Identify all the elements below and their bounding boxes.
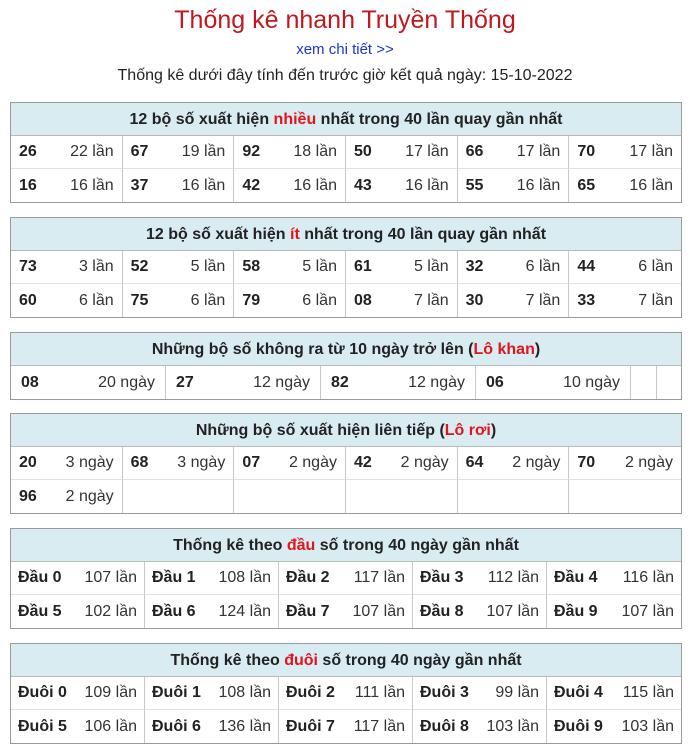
heading-text: Những bộ số không ra từ 10 ngày trở lên ( xyxy=(151,341,474,358)
stat-number: 67 xyxy=(130,143,149,160)
stat-number: Đầu 3 xyxy=(420,569,464,586)
stat-cell xyxy=(11,251,123,284)
heading-highlight: Lô khan xyxy=(473,341,535,358)
stat-number: 42 xyxy=(242,176,261,194)
heading-text: Thống kê theo xyxy=(170,652,285,669)
stat-count: 16 lần xyxy=(405,176,449,194)
stat-number: Đuôi 4 xyxy=(554,684,603,701)
stat-cell xyxy=(346,284,458,317)
stat-cell xyxy=(413,595,547,628)
least-frequent-heading xyxy=(11,218,681,251)
stat-cell xyxy=(123,284,235,317)
stat-number: 30 xyxy=(465,291,484,309)
most-frequent-panel xyxy=(10,102,682,203)
stat-count: 107 lần xyxy=(352,602,405,620)
stat-cell xyxy=(166,366,321,399)
stat-cell xyxy=(279,710,413,743)
stat-cell xyxy=(123,136,235,169)
stat-count: 7 lần xyxy=(638,291,673,309)
stat-count: 103 lần xyxy=(621,717,674,735)
stat-number: 70 xyxy=(577,454,596,471)
stat-number: 58 xyxy=(242,258,261,275)
stat-number: 66 xyxy=(465,143,484,160)
stat-count: 103 lần xyxy=(486,717,539,735)
stat-number: 96 xyxy=(19,487,37,505)
empty-cell xyxy=(458,480,570,513)
stat-cell xyxy=(123,251,235,284)
stat-number: 64 xyxy=(465,454,484,471)
lo-roi-panel xyxy=(10,413,682,514)
heading-text: nhất trong 40 lần quay gần nhất xyxy=(316,111,563,128)
stat-count: 109 lần xyxy=(84,684,137,701)
stat-number: Đầu 8 xyxy=(420,602,464,620)
stat-cell xyxy=(145,595,279,628)
stat-cell xyxy=(458,447,570,480)
stat-count: 17 lần xyxy=(405,143,449,160)
heading-text: 12 bộ số xuất hiện xyxy=(145,226,290,243)
stat-cell xyxy=(145,710,279,743)
lo-roi-heading xyxy=(11,414,681,447)
stat-cell xyxy=(11,136,123,169)
stat-cell xyxy=(11,562,145,595)
stat-number: Đuôi 9 xyxy=(554,717,603,735)
heading-highlight: nhiều xyxy=(273,111,317,128)
stat-number: Đuôi 2 xyxy=(286,684,335,701)
stat-cell xyxy=(234,284,346,317)
stat-cell xyxy=(11,366,166,399)
detail-link[interactable]: xem chi tiết >> xyxy=(296,41,394,58)
stat-number: 42 xyxy=(353,454,372,471)
stat-number: Đầu 0 xyxy=(18,569,62,586)
stat-number: 55 xyxy=(465,176,484,194)
stat-cell xyxy=(11,447,123,480)
stat-count: 2 ngày xyxy=(288,454,337,471)
stat-number: Đuôi 7 xyxy=(286,717,335,735)
lo-khan-panel xyxy=(10,332,682,400)
stat-cell xyxy=(11,677,145,710)
stat-count: 10 ngày xyxy=(563,373,620,391)
stat-cell xyxy=(234,251,346,284)
stat-cell xyxy=(145,562,279,595)
lo-roi-grid xyxy=(11,447,681,513)
stat-count: 16 lần xyxy=(629,176,673,194)
stat-count: 20 ngày xyxy=(98,373,155,391)
empty-cell xyxy=(346,480,458,513)
duoi-grid xyxy=(11,677,681,743)
stat-count: 12 ngày xyxy=(408,373,465,391)
stat-number: 79 xyxy=(242,291,261,309)
stat-count: 136 lần xyxy=(218,717,271,735)
least-frequent-grid xyxy=(11,251,681,317)
stat-cell xyxy=(547,710,681,743)
stat-cell xyxy=(458,284,570,317)
heading-text: Những bộ số xuất hiện liên tiếp ( xyxy=(195,422,445,439)
stat-count: 6 lần xyxy=(525,258,561,275)
stat-number: 16 xyxy=(19,176,37,194)
stat-count: 107 lần xyxy=(486,602,539,620)
stat-number: 32 xyxy=(465,258,484,275)
heading-highlight: đầu xyxy=(286,537,316,554)
stat-cell xyxy=(346,136,458,169)
stat-count: 7 lần xyxy=(525,291,561,309)
stat-count: 108 lần xyxy=(218,684,271,701)
stat-number: Đầu 6 xyxy=(152,602,196,620)
stat-count: 2 ngày xyxy=(512,454,561,471)
empty-cell xyxy=(631,366,657,399)
stat-count: 102 lần xyxy=(84,602,137,620)
stat-number: Đuôi 6 xyxy=(152,717,201,735)
stat-cell xyxy=(569,169,681,202)
stat-count: 16 lần xyxy=(516,176,561,194)
stat-number: 08 xyxy=(21,373,39,391)
stat-count: 7 lần xyxy=(413,291,449,309)
stat-count: 115 lần xyxy=(622,684,674,701)
dau-heading xyxy=(11,529,681,562)
stat-count: 18 lần xyxy=(293,143,337,160)
stat-count: 107 lần xyxy=(84,569,137,586)
stat-cell xyxy=(569,136,681,169)
heading-text: Thống kê theo xyxy=(173,537,287,554)
stat-number: 60 xyxy=(19,291,37,309)
stat-cell xyxy=(234,447,346,480)
stat-number: Đuôi 0 xyxy=(18,684,67,701)
stat-cell xyxy=(234,136,346,169)
empty-cell xyxy=(234,480,346,513)
empty-cell xyxy=(657,366,683,399)
heading-text: số trong 40 ngày gần nhất xyxy=(315,537,519,554)
stat-count: 99 lần xyxy=(495,684,539,701)
stat-number: 50 xyxy=(353,143,372,160)
most-frequent-grid xyxy=(11,136,681,202)
stat-cell xyxy=(321,366,476,399)
stat-cell xyxy=(11,710,145,743)
stat-number: Đuôi 8 xyxy=(420,717,469,735)
lo-khan-grid xyxy=(11,366,681,399)
stat-count: 2 ngày xyxy=(400,454,449,471)
stat-cell xyxy=(346,447,458,480)
stat-count: 22 lần xyxy=(70,143,114,160)
stat-cell xyxy=(123,447,235,480)
stat-count: 124 lần xyxy=(218,602,271,620)
stat-count: 16 lần xyxy=(70,176,114,194)
stat-count: 107 lần xyxy=(621,602,674,620)
stat-number: 33 xyxy=(577,291,596,309)
stat-cell xyxy=(569,284,681,317)
stat-cell xyxy=(346,169,458,202)
duoi-panel xyxy=(10,643,682,744)
stat-cell xyxy=(123,169,235,202)
stat-cell xyxy=(413,677,547,710)
stat-number: 06 xyxy=(486,373,504,391)
stat-cell xyxy=(11,480,123,513)
stat-count: 116 lần xyxy=(622,569,674,586)
stat-cell xyxy=(346,251,458,284)
stat-count: 106 lần xyxy=(84,717,137,735)
heading-highlight: ít xyxy=(290,226,300,243)
stat-count: 16 lần xyxy=(293,176,337,194)
stat-cell xyxy=(569,251,681,284)
stat-cell xyxy=(569,447,681,480)
heading-text: ) xyxy=(490,422,497,439)
stat-count: 19 lần xyxy=(181,143,226,160)
stat-number: Đầu 2 xyxy=(286,569,330,586)
stat-number: Đầu 7 xyxy=(286,602,330,620)
heading-highlight: Lô rơi xyxy=(444,422,491,439)
stat-cell xyxy=(279,595,413,628)
stat-count: 108 lần xyxy=(218,569,271,586)
stat-number: 61 xyxy=(353,258,372,275)
stat-cell xyxy=(11,284,123,317)
stat-count: 17 lần xyxy=(516,143,561,160)
stat-cell xyxy=(145,677,279,710)
stat-count: 12 ngày xyxy=(253,373,310,391)
duoi-heading xyxy=(11,644,681,677)
page-subtitle: Thống kê dưới đây tính đến trước giờ kết quả ngày: 15-10-2022 xyxy=(117,67,573,84)
stat-cell xyxy=(279,562,413,595)
stat-number: 75 xyxy=(130,291,149,309)
stat-cell xyxy=(458,136,570,169)
stat-cell xyxy=(458,251,570,284)
stat-count: 5 lần xyxy=(190,258,226,275)
stat-number: 20 xyxy=(19,454,37,471)
heading-text: ) xyxy=(534,341,541,358)
stat-cell xyxy=(413,710,547,743)
stat-count: 3 ngày xyxy=(65,454,114,471)
stat-number: 27 xyxy=(176,373,194,391)
heading-text: số trong 40 ngày gần nhất xyxy=(317,652,522,669)
stat-cell xyxy=(476,366,631,399)
stat-number: Đuôi 5 xyxy=(18,717,67,735)
dau-grid xyxy=(11,562,681,628)
stat-count: 6 lần xyxy=(302,291,337,309)
stat-cell xyxy=(547,677,681,710)
stat-count: 6 lần xyxy=(638,258,673,275)
stat-count: 3 ngày xyxy=(177,454,226,471)
stat-count: 2 ngày xyxy=(65,487,114,505)
stat-cell xyxy=(547,595,681,628)
stat-number: 92 xyxy=(242,143,261,160)
stat-count: 16 lần xyxy=(181,176,226,194)
stat-count: 2 ngày xyxy=(624,454,673,471)
stat-number: Đầu 9 xyxy=(554,602,598,620)
stat-number: 70 xyxy=(577,143,596,160)
heading-highlight: đuôi xyxy=(284,652,318,669)
stat-number: 08 xyxy=(353,291,372,309)
stat-count: 17 lần xyxy=(629,143,673,160)
stat-number: 44 xyxy=(577,258,596,275)
stat-number: 52 xyxy=(130,258,149,275)
stat-count: 112 lần xyxy=(487,569,539,586)
stat-cell xyxy=(279,677,413,710)
stat-count: 6 lần xyxy=(190,291,226,309)
stat-number: Đuôi 3 xyxy=(420,684,469,701)
stat-number: 26 xyxy=(19,143,37,160)
dau-panel xyxy=(10,528,682,629)
most-frequent-heading xyxy=(11,103,681,136)
stat-count: 6 lần xyxy=(78,291,114,309)
stat-count: 117 lần xyxy=(353,717,405,735)
stat-number: Đuôi 1 xyxy=(152,684,201,701)
empty-cell xyxy=(569,480,681,513)
stat-number: Đầu 4 xyxy=(554,569,598,586)
page-title: Thống kê nhanh Truyền Thống xyxy=(174,6,516,34)
stat-number: 73 xyxy=(19,258,37,275)
lo-khan-heading xyxy=(11,333,681,366)
stat-number: Đầu 1 xyxy=(152,569,196,586)
stat-number: 68 xyxy=(130,454,149,471)
heading-text: 12 bộ số xuất hiện xyxy=(129,111,274,128)
stat-cell xyxy=(234,169,346,202)
stat-cell xyxy=(458,169,570,202)
empty-cell xyxy=(123,480,235,513)
stat-cell xyxy=(547,562,681,595)
least-frequent-panel xyxy=(10,217,682,318)
stat-number: Đầu 5 xyxy=(18,602,62,620)
stat-cell xyxy=(11,169,123,202)
heading-text: nhất trong 40 lần quay gần nhất xyxy=(299,226,547,243)
stat-cell xyxy=(11,595,145,628)
stat-count: 3 lần xyxy=(78,258,114,275)
stat-count: 5 lần xyxy=(413,258,449,275)
stat-number: 37 xyxy=(130,176,149,194)
stat-count: 117 lần xyxy=(353,569,405,586)
stat-number: 82 xyxy=(331,373,349,391)
stat-count: 5 lần xyxy=(302,258,337,275)
stat-number: 43 xyxy=(353,176,372,194)
stat-number: 65 xyxy=(577,176,596,194)
stat-cell xyxy=(413,562,547,595)
stat-number: 07 xyxy=(242,454,261,471)
stat-count: 111 lần xyxy=(354,684,405,701)
